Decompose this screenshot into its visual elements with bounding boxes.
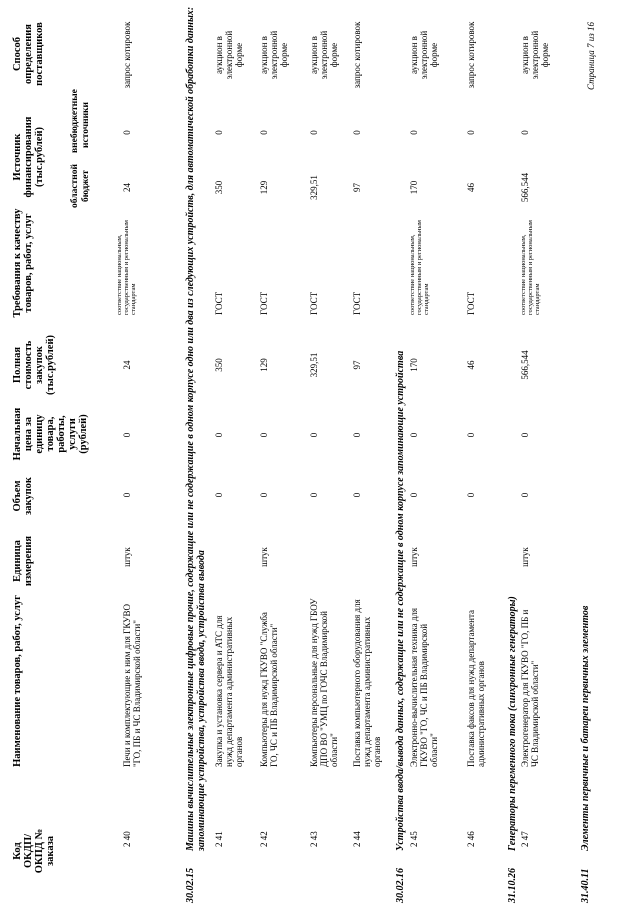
row-extra: 0 xyxy=(309,130,319,135)
row-requirements: ГОСТ xyxy=(214,291,224,315)
row-name: Электронно-вычислительная техника для ГКУВО "ГО, ЧС и ПБ Владимирской области" xyxy=(409,607,439,767)
row-unit: штук xyxy=(122,547,132,567)
row-method: запрос котировок xyxy=(122,21,132,89)
row-requirements: соответствие национальным, государственным и региональным стандартам xyxy=(116,220,137,315)
row-volume: 0 xyxy=(352,492,362,498)
row-number: 2 43 xyxy=(309,831,319,847)
row-volume: 0 xyxy=(122,492,132,498)
header-volume: Объем закупок xyxy=(12,477,34,515)
header-method: Способ определения поставщиков xyxy=(12,22,45,86)
header-start-price: Начальная цена за единицу товара, работы, услуги (рублей) xyxy=(12,407,89,461)
row-price: 0 xyxy=(466,432,476,438)
row-method: аукцион в электронной форме xyxy=(409,30,439,80)
row-extra: 0 xyxy=(259,130,269,135)
row-cost: 350 xyxy=(214,358,224,372)
row-method: аукцион в электронной форме xyxy=(309,30,339,80)
header-finance-regional: областной бюджет xyxy=(70,164,91,208)
header-full-cost: Полная стоимость закупок (тыс.рублей) xyxy=(12,334,56,396)
row-volume: 0 xyxy=(409,492,419,498)
row-price: 0 xyxy=(122,432,132,438)
row-regional: 24 xyxy=(122,183,132,192)
row-unit: штук xyxy=(520,547,530,567)
row-method: аукцион в электронной форме xyxy=(520,30,550,80)
row-name: Закупка и установка сервера и АТС для нужд департамента административных органов xyxy=(214,615,244,767)
row-regional: 129 xyxy=(259,180,269,195)
row-cost: 170 xyxy=(409,358,419,372)
row-price: 0 xyxy=(409,432,419,438)
row-extra: 0 xyxy=(352,130,362,135)
row-extra: 0 xyxy=(214,130,224,135)
row-method: запрос котировок xyxy=(352,21,362,89)
row-requirements: ГОСТ xyxy=(352,291,362,315)
row-requirements: ГОСТ xyxy=(259,291,269,315)
row-price: 0 xyxy=(352,432,362,438)
row-number: 2 40 xyxy=(122,831,132,847)
row-regional: 566,544 xyxy=(520,172,530,203)
row-name: Печи и комплектующие к ним для ГКУВО "ГО, ПБ и ЧС Владимирской области" xyxy=(122,603,142,767)
row-method: аукцион в электронной форме xyxy=(259,30,289,80)
section-title: Устройства ввода/вывода данных, содержащие или не содержащие в одном корпусе запоминающие устройства xyxy=(395,350,406,851)
row-extra: 0 xyxy=(466,130,476,135)
row-number: 2 41 xyxy=(214,831,224,847)
row-regional: 46 xyxy=(466,183,476,192)
row-method: запрос котировок xyxy=(466,21,476,89)
header-finance: Источник финансирования (тыс.рублей) xyxy=(12,116,45,198)
header-code: Код ОКДП/ ОКПД № заказа xyxy=(12,828,56,874)
header-unit: Единица измерения xyxy=(12,535,34,587)
row-cost: 97 xyxy=(352,360,362,370)
row-number: 2 44 xyxy=(352,831,362,847)
section-code: 30.02.15 xyxy=(185,868,196,903)
row-name: Поставка компьютерного оборудования для нужд департамента административных органов xyxy=(352,599,382,767)
row-unit: штук xyxy=(409,547,419,567)
row-unit: штук xyxy=(259,547,269,567)
row-volume: 0 xyxy=(466,492,476,498)
header-name: Наименование товаров, работ, услуг xyxy=(12,595,23,767)
row-regional: 170 xyxy=(409,180,419,195)
row-regional: 329,51 xyxy=(309,175,319,200)
row-price: 0 xyxy=(309,432,319,438)
row-extra: 0 xyxy=(409,130,419,135)
row-cost: 329,51 xyxy=(309,352,319,378)
row-price: 0 xyxy=(259,432,269,438)
page-footer: Страница 7 из 16 xyxy=(586,22,596,90)
row-method: аукцион в электронной форме xyxy=(214,30,244,80)
row-price: 0 xyxy=(520,432,530,438)
row-volume: 0 xyxy=(309,492,319,498)
row-volume: 0 xyxy=(214,492,224,498)
row-requirements: соответствие национальным, государственным и региональным стандартам xyxy=(409,220,430,315)
row-number: 2 42 xyxy=(259,831,269,847)
section-code: 31.40.11 xyxy=(580,868,591,903)
row-name: Компьютеры для нужд ГКУВО "Служба ГО, ЧС и ПБ Владимирской области" xyxy=(259,612,279,767)
row-requirements: ГОСТ xyxy=(466,291,476,315)
row-regional: 350 xyxy=(214,180,224,195)
row-name: Электрогенератор для ГКУВО "ГО, ПБ и ЧС Владимирской области" xyxy=(520,609,540,767)
header-finance-extra: внебюджетные источники xyxy=(70,89,91,153)
row-regional: 97 xyxy=(352,183,362,192)
row-name: Компьютеры персональные для нужд ГБОУ ДПО ВО "УМЦ по ГОЧС Владимирской области" xyxy=(309,598,339,767)
row-number: 2 47 xyxy=(520,831,530,847)
row-volume: 0 xyxy=(259,492,269,498)
row-volume: 0 xyxy=(520,492,530,498)
row-name: Поставка факсов для нужд департамента административных органов xyxy=(466,609,486,767)
row-extra: 0 xyxy=(520,130,530,135)
section-code: 30.02.16 xyxy=(395,868,406,903)
row-number: 2 45 xyxy=(409,831,419,847)
row-requirements: ГОСТ xyxy=(309,291,319,315)
section-code: 31.10.26 xyxy=(507,868,518,903)
row-cost: 129 xyxy=(259,358,269,372)
row-number: 2 46 xyxy=(466,831,476,847)
section-title: Генераторы переменного тока (синхронные генераторы) xyxy=(507,596,518,851)
row-extra: 0 xyxy=(122,130,132,135)
header-requirements: Требования к качеству товаров, работ, услуг xyxy=(12,208,34,318)
row-cost: 24 xyxy=(122,360,132,370)
row-price: 0 xyxy=(214,432,224,438)
row-requirements: соответствие национальным, государственным и региональным стандартам xyxy=(520,220,541,315)
section-title: Элементы первичные и батареи первичных элементов xyxy=(580,605,591,851)
row-cost: 566,544 xyxy=(520,350,530,380)
section-title: Машины вычислительные электронные цифровые прочие, содержащие или не содержащие в одном корпусе одно или два из следующих устройств, для автоматической обработки данных: запоминающие устройства, устройства ввода, устройства вывода xyxy=(185,6,207,851)
row-cost: 46 xyxy=(466,360,476,370)
